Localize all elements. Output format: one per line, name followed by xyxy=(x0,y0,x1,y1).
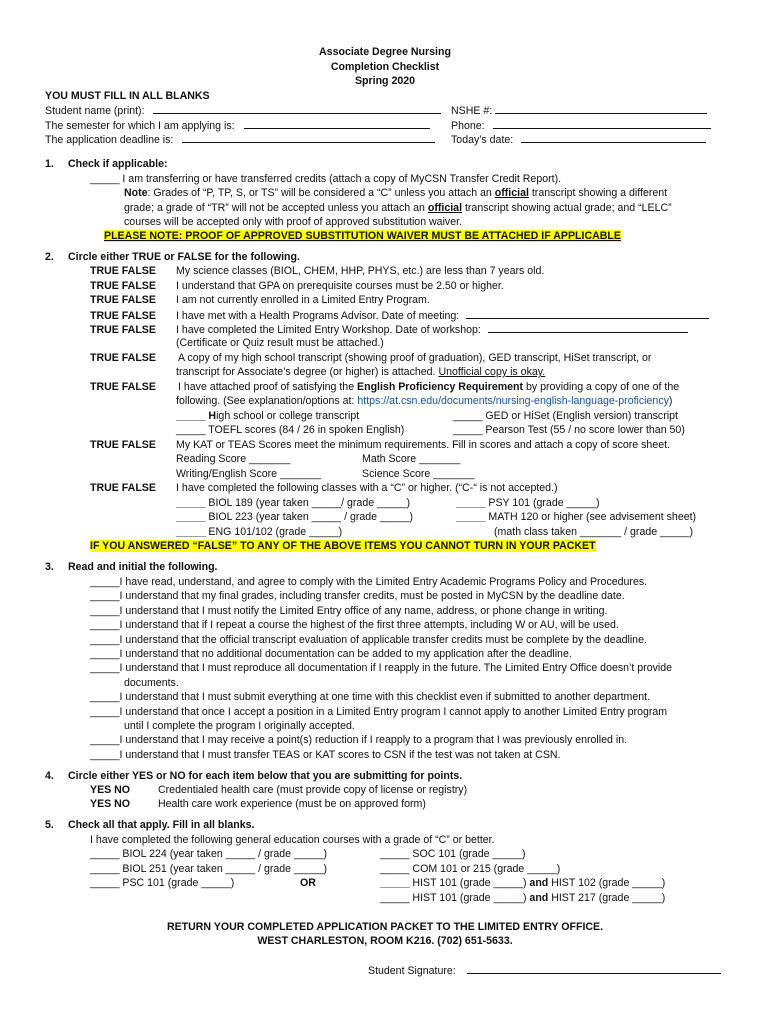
eng101-text: ENG 101/102 (grade _____) xyxy=(208,526,343,538)
initial-blank[interactable]: _____ xyxy=(90,691,120,703)
psy101-text: PSY 101 (grade _____) xyxy=(488,497,600,509)
initial-item xyxy=(90,705,667,719)
explanation-row xyxy=(176,394,672,408)
initial-item xyxy=(90,604,607,618)
unofficial-okay: Unofficial copy is okay. xyxy=(438,366,546,378)
math120-row xyxy=(456,510,696,524)
check-blank[interactable]: _____ xyxy=(453,424,483,436)
initial-blank[interactable]: _____ xyxy=(90,619,120,631)
initial-blank[interactable]: _____ xyxy=(90,706,120,718)
deadline-row xyxy=(45,132,435,147)
check-blank[interactable]: _____ xyxy=(380,848,410,860)
transcript-continued xyxy=(176,365,545,379)
initial-text: I understand that I must submit everything at one time with this checklist even if submitted to another department. xyxy=(119,691,651,703)
and-label: and xyxy=(529,892,549,904)
true-false-choice[interactable]: TRUE FALSE xyxy=(90,381,156,393)
note-row-2 xyxy=(124,201,672,215)
student-name-label: Student name (print): xyxy=(45,105,145,117)
transfer-credits-text: I am transferring or have transferred credits (attach a copy of MyCSN Transfer Credit Report). xyxy=(122,173,562,185)
note-line2-end: transcript showing actual grade; and “LELC” xyxy=(462,202,672,214)
semester-field[interactable] xyxy=(244,118,430,129)
initial-text: I understand that I must reproduce all documentation if I reapply in the future. The Limited Entry Office doesn’t provide xyxy=(119,662,673,674)
hist217-text: HIST 217 (grade _____) xyxy=(548,892,666,904)
note-row-3: courses will be accepted only with proof of approved substitution waiver. xyxy=(124,216,463,228)
check-blank[interactable]: _____ xyxy=(380,863,410,875)
tf-text: I have met with a Health Programs Advisor. Date of meeting: xyxy=(176,310,460,322)
workshop-date-field[interactable] xyxy=(488,322,688,333)
please-note-text: PLEASE NOTE: PROOF OF APPROVED SUBSTITUTION WAIVER MUST BE ATTACHED IF APPLICABLE xyxy=(104,230,621,242)
initial-item xyxy=(90,661,672,675)
nshe-label: NSHE #: xyxy=(451,105,493,117)
eng101-row xyxy=(176,525,342,539)
soc101-text: SOC 101 (grade _____) xyxy=(412,848,526,860)
initial-item xyxy=(90,733,627,747)
check-blank[interactable]: _____ xyxy=(176,410,206,422)
ged-text: GED or HiSet (English version) transcript xyxy=(485,410,678,422)
tf-text: I have completed the Limited Entry Workshop. Date of workshop: xyxy=(176,324,481,336)
initial-blank[interactable]: _____ xyxy=(90,648,120,660)
check-blank[interactable]: _____ xyxy=(90,848,120,860)
psc101-text: PSC 101 (grade _____) xyxy=(122,877,235,889)
math-class-row[interactable]: (math class taken _______ / grade _____) xyxy=(494,526,694,538)
note-text: : Grades of “P, TP, S, or TS” will be considered a “C” unless you attach an xyxy=(147,187,495,199)
psc101-row xyxy=(90,876,234,890)
biol251-text: BIOL 251 (year taken _____ / grade _____) xyxy=(122,863,327,875)
student-name-row xyxy=(45,103,441,118)
writing-score[interactable]: Writing/English Score _______ xyxy=(176,468,322,480)
tf-text: I understand that GPA on prerequisite courses must be 2.50 or higher. xyxy=(176,280,504,292)
note-text-end: transcript showing a different xyxy=(528,187,668,199)
phone-field[interactable] xyxy=(493,118,711,129)
false-warning-text: IF YOU ANSWERED “FALSE” TO ANY OF THE ABOVE ITEMS YOU CANNOT TURN IN YOUR PACKET xyxy=(90,540,596,552)
check-blank[interactable]: _____ xyxy=(90,863,120,875)
explanation-close: ) xyxy=(668,395,673,407)
transcript-text: transcript for Associate’s degree (or higher) is attached. xyxy=(176,366,439,378)
initial-text: I have read, understand, and agree to comply with the Limited Entry Academic Programs Policy and Procedures. xyxy=(119,576,648,588)
note-line2-text: grade; a grade of “TR” will not be accepted unless you attach an xyxy=(124,202,428,214)
header-subtitle: Completion Checklist xyxy=(330,61,440,73)
hist101-102-row xyxy=(380,876,665,890)
science-score[interactable]: Science Score _______ xyxy=(362,468,475,480)
semester-label: The semester for which I am applying is: xyxy=(45,120,235,132)
true-false-choice[interactable]: TRUE FALSE xyxy=(90,294,156,306)
pearson-option xyxy=(453,423,685,437)
true-false-choice[interactable]: TRUE FALSE xyxy=(90,265,156,277)
biol223-row xyxy=(176,510,413,524)
check-blank[interactable]: _____ xyxy=(176,511,206,523)
signature-field[interactable] xyxy=(467,963,721,974)
tf-text: I have attached proof of satisfying the xyxy=(178,381,358,393)
tf-text: My KAT or TEAS Scores meet the minimum requirements. Fill in scores and attach a copy of score sheet. xyxy=(176,439,670,451)
yn-row-credentialed xyxy=(90,783,467,797)
check-blank[interactable]: _____ xyxy=(176,497,206,509)
com101-text: COM 101 or 215 (grade _____) xyxy=(412,863,561,875)
initial-item xyxy=(90,618,619,632)
initial-item xyxy=(90,690,650,704)
today-row xyxy=(451,132,706,147)
com101-row xyxy=(380,862,560,876)
biol189-row xyxy=(176,496,410,510)
section-3-number: 3. xyxy=(45,561,54,573)
true-false-choice[interactable]: TRUE FALSE xyxy=(90,310,156,322)
tf-text: I am not currently enrolled in a Limited Entry Program. xyxy=(176,294,430,306)
hs-initial: H xyxy=(208,410,217,422)
office-location: WEST CHARLESTON, ROOM K216. (702) 651-5633. xyxy=(257,935,513,947)
yn-row-experience xyxy=(90,797,426,811)
today-label: Today’s date: xyxy=(451,134,514,146)
true-false-choice[interactable]: TRUE FALSE xyxy=(90,280,156,292)
toefl-option xyxy=(176,423,404,437)
initial-item xyxy=(90,748,560,762)
certificate-note: (Certificate or Quiz result must be attached.) xyxy=(176,337,384,349)
nshe-row xyxy=(451,103,707,118)
true-false-choice[interactable]: TRUE FALSE xyxy=(90,352,156,364)
initial-text: documents. xyxy=(124,677,179,689)
initial-text: I understand that I must notify the Limited Entry office of any name, address, or phone change in writing. xyxy=(119,605,608,617)
section-5-number: 5. xyxy=(45,819,54,831)
biol223-text: BIOL 223 (year taken _____ / grade _____) xyxy=(208,511,413,523)
meeting-date-field[interactable] xyxy=(466,308,709,319)
hist101-217-row xyxy=(380,891,665,905)
hs-transcript-option xyxy=(176,409,359,423)
soc101-row xyxy=(380,847,526,861)
biol189-text: BIOL 189 (year taken _____/ grade _____) xyxy=(208,497,411,509)
tf-row-enrolled xyxy=(90,293,430,307)
initial-text: I understand that no additional documentation can be added to my application after the deadline. xyxy=(119,648,572,660)
initial-item xyxy=(90,633,647,647)
check-blank[interactable]: _____ xyxy=(176,526,206,538)
official-emphasis: official xyxy=(494,187,529,199)
initial-item xyxy=(124,719,355,733)
section-2-title: Circle either TRUE or FALSE for the following. xyxy=(68,251,300,263)
nshe-field[interactable] xyxy=(495,103,707,114)
toefl-text: TOEFL scores (84 / 26 in spoken English) xyxy=(208,424,405,436)
initial-blank[interactable]: _____ xyxy=(90,576,120,588)
tf-text: My science classes (BIOL, CHEM, HHP, PHYS, etc.) are less than 7 years old. xyxy=(176,265,545,277)
deadline-label: The application deadline is: xyxy=(45,134,174,146)
section-1-number: 1. xyxy=(45,158,54,170)
check-blank[interactable]: _____ xyxy=(453,410,483,422)
initial-blank[interactable]: _____ xyxy=(90,605,120,617)
check-blank[interactable]: _____ xyxy=(380,892,410,904)
tf-row-transcript xyxy=(90,351,651,365)
note-label: Note xyxy=(124,187,148,199)
yes-no-choice[interactable]: YES NO xyxy=(90,798,131,810)
tf-text-end: by providing a copy of one of the xyxy=(523,381,680,393)
tf-text: A copy of my high school transcript (showing proof of graduation), GED transcript, HiSet transcript, or xyxy=(178,352,652,364)
official-emphasis: official xyxy=(427,202,463,214)
tf-row-gpa xyxy=(90,279,504,293)
false-warning-banner xyxy=(90,539,596,553)
transfer-credits-row[interactable] xyxy=(90,172,561,186)
biol251-row xyxy=(90,862,327,876)
phone-label: Phone: xyxy=(451,120,485,132)
tf-row-english xyxy=(90,380,679,394)
initial-text: I understand that I may receive a point(s) reduction if I reapply to a program that I was previously enrolled in. xyxy=(119,734,628,746)
section-1-title: Check if applicable: xyxy=(68,158,168,170)
initial-item xyxy=(90,575,647,589)
math120-text: MATH 120 or higher (see advisement sheet) xyxy=(488,511,697,523)
signature-label: Student Signature: xyxy=(368,965,456,977)
yes-no-choice[interactable]: YES NO xyxy=(90,784,131,796)
true-false-choice[interactable]: TRUE FALSE xyxy=(90,439,156,451)
initial-text: I understand that I must transfer TEAS or KAT scores to CSN if the test was not taken at CSN. xyxy=(119,749,561,761)
deadline-field[interactable] xyxy=(182,132,435,143)
biol224-row xyxy=(90,847,327,861)
hs-text: igh school or college transcript xyxy=(216,410,360,422)
initial-text: until I complete the program I originally accepted. xyxy=(124,720,355,732)
please-note-banner xyxy=(104,229,621,243)
initial-blank[interactable]: _____ xyxy=(90,590,120,602)
initial-item xyxy=(90,647,572,661)
ged-option xyxy=(453,409,678,423)
tf-row-science xyxy=(90,264,544,278)
check-blank[interactable]: _____ xyxy=(456,497,486,509)
or-label: OR xyxy=(300,877,316,889)
section-2-number: 2. xyxy=(45,251,54,263)
gen-ed-intro: I have completed the following general education courses with a grade of “C” or better. xyxy=(90,834,495,846)
proficiency-link[interactable]: https://at.csn.edu/documents/nursing-english-language-proficiency xyxy=(357,395,669,407)
initial-item xyxy=(124,676,179,690)
initial-blank[interactable]: _____ xyxy=(90,749,120,761)
header-title: Associate Degree Nursing xyxy=(319,46,451,58)
biol224-text: BIOL 224 (year taken _____ / grade _____) xyxy=(122,848,327,860)
math-score[interactable]: Math Score _______ xyxy=(362,453,461,465)
initial-text: I understand that my final grades, including transfer credits, must be posted in MyCSN by the deadline date. xyxy=(119,590,625,602)
english-proficiency-label: English Proficiency Requirement xyxy=(357,381,524,393)
signature-row xyxy=(368,963,721,978)
tf-text: I have completed the following classes with a “C” or higher. (“C-“ is not accepted.) xyxy=(176,482,558,494)
section-4-number: 4. xyxy=(45,770,54,782)
initial-blank[interactable]: _____ xyxy=(90,662,120,674)
check-blank[interactable]: _____ xyxy=(176,424,206,436)
initial-blank[interactable]: _____ xyxy=(90,734,120,746)
hist101-text: HIST 101 (grade _____) xyxy=(412,892,530,904)
hist102-text: HIST 102 (grade _____) xyxy=(548,877,666,889)
note-row xyxy=(124,186,667,200)
return-instructions: RETURN YOUR COMPLETED APPLICATION PACKET TO THE LIMITED ENTRY OFFICE. xyxy=(166,921,604,933)
true-false-choice[interactable]: TRUE FALSE xyxy=(90,482,156,494)
section-3-title: Read and initial the following. xyxy=(68,561,218,573)
yn-text: Credentialed health care (must provide copy of license or registry) xyxy=(158,784,468,796)
today-field[interactable] xyxy=(521,132,706,143)
initial-text: I understand that once I accept a position in a Limited Entry program I cannot apply to another Limited Entry program xyxy=(119,706,668,718)
section-4-title: Circle either YES or NO for each item below that you are submitting for points. xyxy=(68,770,463,782)
check-blank[interactable]: _____ xyxy=(456,511,486,523)
initial-text: I understand that the official transcript evaluation of applicable transfer credits must be complete by the deadline. xyxy=(119,634,647,646)
check-blank[interactable]: _____ xyxy=(90,877,120,889)
initial-item xyxy=(90,589,625,603)
check-blank[interactable]: _____ xyxy=(380,877,410,889)
initial-text: I understand that if I repeat a course the highest of the first three attempts, including W or AU, will be used. xyxy=(119,619,619,631)
student-name-field[interactable] xyxy=(153,103,441,114)
tf-row-classes xyxy=(90,481,558,495)
explanation-text: following. (See explanation/options at: xyxy=(176,395,358,407)
yn-text: Health care work experience (must be on approved form) xyxy=(158,798,426,810)
true-false-choice[interactable]: TRUE FALSE xyxy=(90,324,156,336)
and-label: and xyxy=(529,877,549,889)
pearson-text: Pearson Test (55 / no score lower than 50) xyxy=(485,424,685,436)
checkbox-blank[interactable]: _____ xyxy=(90,173,120,185)
psy101-row xyxy=(456,496,600,510)
section-5-title: Check all that apply. Fill in all blanks. xyxy=(68,819,255,831)
tf-row-scores xyxy=(90,438,670,452)
hist101-text: HIST 101 (grade _____) xyxy=(412,877,530,889)
initial-blank[interactable]: _____ xyxy=(90,634,120,646)
must-fill-notice: YOU MUST FILL IN ALL BLANKS xyxy=(45,90,210,102)
header-term: Spring 2020 xyxy=(354,75,416,87)
reading-score[interactable]: Reading Score _______ xyxy=(176,453,291,465)
